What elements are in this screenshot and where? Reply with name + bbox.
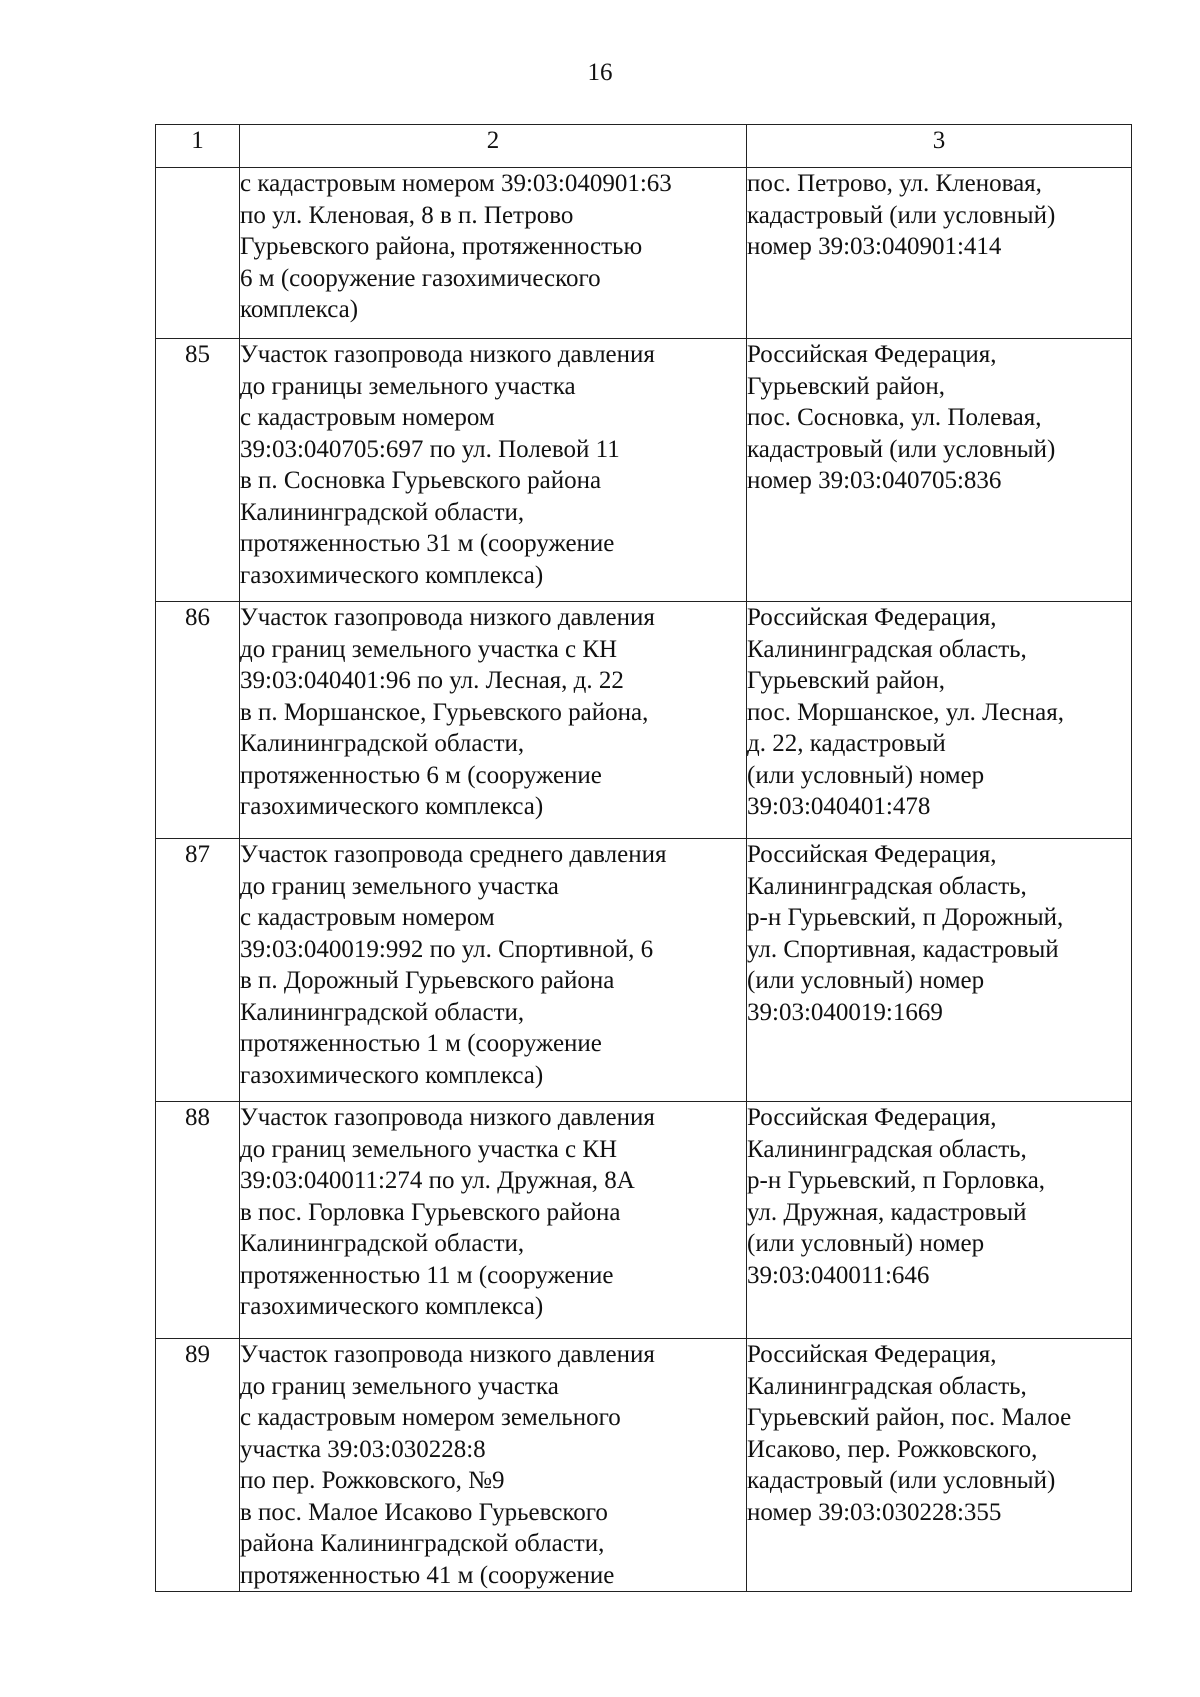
table-row (156, 602, 1132, 839)
object-description (240, 168, 747, 339)
description-line: Участок газопровода низкого давления (240, 604, 655, 631)
address-line: (или условный) номер (747, 1230, 985, 1257)
address-line: Калининградская область, (747, 1135, 1027, 1163)
description-line: района Калининградской области, (240, 1530, 605, 1557)
description-line: в п. Дорожный Гурьевского района (240, 967, 615, 994)
object-description (240, 1339, 747, 1592)
address-line: Калининградская область, (747, 872, 1027, 900)
address-line: кадастровый (или условный) (747, 201, 1056, 229)
description-line: протяженностью 31 м (сооружение (240, 530, 615, 557)
description-line: протяженностью 1 м (сооружение (240, 1030, 602, 1057)
table-row-continuation (156, 168, 1132, 339)
address-line: (или условный) номер (747, 761, 985, 789)
table-row (156, 339, 1132, 602)
description-line: 39:03:040019:992 по ул. Спортивной, 6 (240, 935, 654, 963)
description-line: в п. Моршанское, Гурьевского района, (240, 698, 649, 726)
description-line: до границ земельного участка с КН (240, 635, 618, 663)
description-line: 39:03:040705:697 по ул. Полевой 11 (240, 435, 620, 463)
description-line: комплекса) (240, 296, 359, 323)
description-line: участка 39:03:030228:8 (240, 1435, 486, 1463)
description-line: газохимического комплекса) (240, 1293, 544, 1320)
description-line: в пос. Горловка Гурьевского района (240, 1198, 621, 1226)
object-description (240, 602, 747, 839)
description-line: в п. Сосновка Гурьевского района (240, 467, 602, 494)
description-line: Участок газопровода низкого давления (240, 1341, 655, 1368)
description-line: газохимического комплекса) (240, 561, 544, 589)
address-line: кадастровый (или условный) (747, 1467, 1056, 1494)
address-line: Гурьевский район, (747, 667, 946, 694)
address-line: Российская Федерация, (747, 1341, 997, 1368)
description-line: Калининградской области, (240, 1230, 525, 1257)
address-line: кадастровый (или условный) (747, 435, 1056, 463)
column-header-2: 2 (240, 125, 747, 168)
description-line: до границ земельного участка (240, 872, 559, 900)
column-header-3: 3 (747, 125, 1132, 168)
description-line: до границ земельного участка с КН (240, 1135, 618, 1163)
description-line: протяженностью 41 м (сооружение (240, 1561, 615, 1589)
address-line: д. 22, кадастровый (747, 730, 946, 757)
row-number: 88 (156, 1102, 240, 1339)
description-line: Участок газопровода низкого давления (240, 341, 655, 368)
address-line: Гурьевский район, (747, 372, 946, 400)
row-number: 85 (156, 339, 240, 602)
object-address (747, 1102, 1132, 1339)
object-address (747, 839, 1132, 1102)
description-line: 39:03:040401:96 по ул. Лесная, д. 22 (240, 667, 624, 694)
description-line: с кадастровым номером земельного (240, 1404, 621, 1431)
address-line: р-н Гурьевский, п Горловка, (747, 1167, 1046, 1194)
address-line: Российская Федерация, (747, 604, 997, 631)
description-line: в пос. Малое Исаково Гурьевского (240, 1498, 608, 1526)
object-address (747, 602, 1132, 839)
object-address (747, 1339, 1132, 1592)
description-line: газохимического комплекса) (240, 1061, 544, 1089)
address-line: 39:03:040019:1669 (747, 998, 943, 1026)
column-header-1: 1 (156, 125, 240, 168)
description-line: Участок газопровода низкого давления (240, 1104, 655, 1131)
object-description (240, 1102, 747, 1339)
address-line: номер 39:03:030228:355 (747, 1498, 1002, 1526)
address-line: ул. Дружная, кадастровый (747, 1198, 1027, 1226)
description-line: до границ земельного участка (240, 1372, 559, 1400)
description-line: Калининградской области, (240, 730, 525, 757)
address-line: Исаково, пер. Рожковского, (747, 1435, 1038, 1463)
table-row (156, 839, 1132, 1102)
object-address (747, 339, 1132, 602)
row-number: 87 (156, 839, 240, 1102)
description-line: протяженностью 11 м (сооружение (240, 1261, 614, 1289)
row-number (156, 168, 240, 339)
address-line: 39:03:040011:646 (747, 1261, 930, 1289)
address-line: ул. Спортивная, кадастровый (747, 935, 1059, 963)
address-line: пос. Сосновка, ул. Полевая, (747, 404, 1042, 431)
object-description (240, 339, 747, 602)
description-line: Калининградской области, (240, 998, 525, 1026)
address-line: Российская Федерация, (747, 1104, 997, 1131)
description-line: 6 м (сооружение газохимического (240, 264, 601, 292)
registry-table (155, 124, 1132, 1592)
address-line: номер 39:03:040901:414 (747, 233, 1002, 260)
row-number: 89 (156, 1339, 240, 1592)
address-line: Калининградская область, (747, 1372, 1027, 1400)
description-line: Участок газопровода среднего давления (240, 841, 667, 868)
table-header-row (156, 125, 1132, 168)
address-line: 39:03:040401:478 (747, 793, 931, 820)
object-address (747, 168, 1132, 339)
description-line: газохимического комплекса) (240, 793, 544, 820)
address-line: Российская Федерация, (747, 841, 997, 868)
description-line: 39:03:040011:274 по ул. Дружная, 8А (240, 1167, 635, 1194)
description-line: по ул. Кленовая, 8 в п. Петрово (240, 201, 574, 229)
address-line: Российская Федерация, (747, 341, 997, 368)
row-number: 86 (156, 602, 240, 839)
page-number: 16 (587, 59, 613, 86)
description-line: по пер. Рожковского, №9 (240, 1467, 505, 1494)
address-line: (или условный) номер (747, 967, 985, 994)
table-row (156, 1339, 1132, 1592)
description-line: протяженностью 6 м (сооружение (240, 761, 602, 789)
description-line: до границы земельного участка (240, 372, 576, 400)
address-line: пос. Моршанское, ул. Лесная, (747, 698, 1065, 726)
description-line: Гурьевского района, протяженностью (240, 233, 643, 260)
description-line: с кадастровым номером (240, 904, 495, 931)
description-line: с кадастровым номером 39:03:040901:63 (240, 170, 672, 197)
address-line: пос. Петрово, ул. Кленовая, (747, 170, 1042, 197)
address-line: Калининградская область, (747, 635, 1027, 663)
address-line: р-н Гурьевский, п Дорожный, (747, 904, 1064, 931)
address-line: Гурьевский район, пос. Малое (747, 1404, 1072, 1431)
object-description (240, 839, 747, 1102)
table-row (156, 1102, 1132, 1339)
address-line: номер 39:03:040705:836 (747, 467, 1002, 494)
description-line: с кадастровым номером (240, 404, 495, 431)
description-line: Калининградской области, (240, 498, 525, 526)
